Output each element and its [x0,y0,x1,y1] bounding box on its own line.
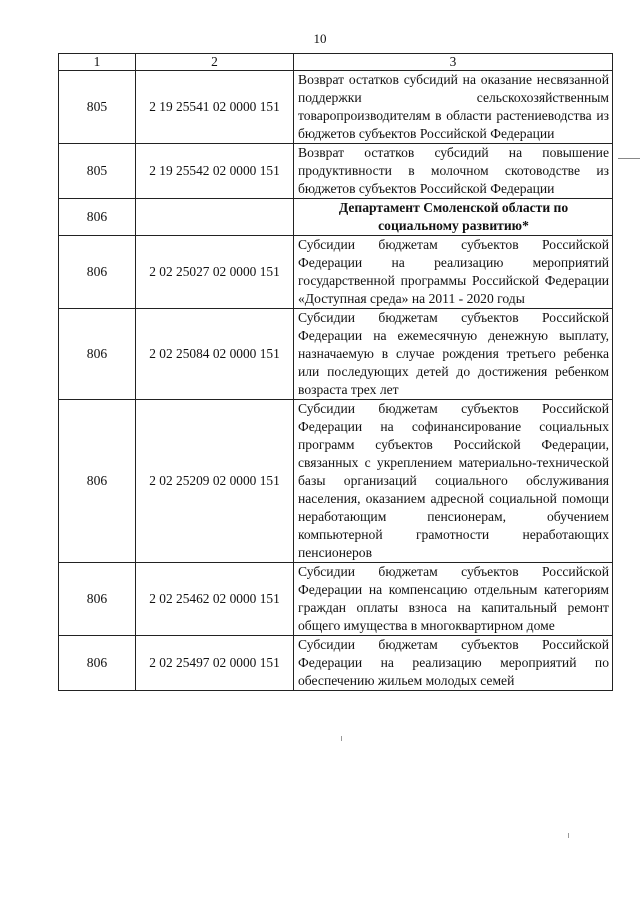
description-cell: Субсидии бюджетам субъектов Российской Федерации на реализацию мероприятий по обеспечению жильем молодых семей [294,636,613,691]
scan-speck [568,833,569,838]
table-row [59,236,613,309]
budget-code-cell: 2 02 25209 02 0000 151 [136,400,294,563]
budget-code-cell: 2 02 25497 02 0000 151 [136,636,294,691]
budget-code-table [58,53,613,691]
admin-code-cell: 806 [59,199,136,236]
budget-code-cell [136,199,294,236]
admin-code-cell: 806 [59,309,136,400]
department-heading-cell: Департамент Смоленской области по социальному развитию* [294,199,613,236]
admin-code-cell: 805 [59,71,136,144]
table-row [59,309,613,400]
admin-code-cell: 806 [59,236,136,309]
table-row [59,71,613,144]
description-cell: Субсидии бюджетам субъектов Российской Федерации на компенсацию отдельным категориям граждан оплаты взноса на капитальный ремонт общего имущества в многоквартирном доме [294,563,613,636]
budget-code-cell: 2 19 25541 02 0000 151 [136,71,294,144]
description-cell: Субсидии бюджетам субъектов Российской Федерации на софинансирование социальных программ субъектов Российской Федерации, связанных с укреплением материально-технической базы организаций социального обслуживания населения, оказанием адресной социальной помощи неработающим пенсионерам, обучением компьютерной грамотности неработающих пенсионеров [294,400,613,563]
admin-code-cell: 806 [59,563,136,636]
table-row [59,199,613,236]
header-col-2: 2 [136,54,294,71]
admin-code-cell: 806 [59,636,136,691]
scan-speck [341,736,342,741]
budget-code-cell: 2 02 25084 02 0000 151 [136,309,294,400]
table-row [59,636,613,691]
page-number: 10 [313,31,327,46]
budget-code-cell: 2 02 25027 02 0000 151 [136,236,294,309]
header-col-3: 3 [294,54,613,71]
table-row [59,400,613,563]
header-col-1: 1 [59,54,136,71]
table-header-row [59,54,613,71]
budget-code-cell: 2 02 25462 02 0000 151 [136,563,294,636]
description-cell: Субсидии бюджетам субъектов Российской Федерации на ежемесячную денежную выплату, назначаемую в случае рождения третьего ребенка или последующих детей до достижения ребенком возраста трех лет [294,309,613,400]
table-row [59,144,613,199]
table-row [59,563,613,636]
admin-code-cell: 806 [59,400,136,563]
budget-code-cell: 2 19 25542 02 0000 151 [136,144,294,199]
description-cell: Возврат остатков субсидий на оказание несвязанной поддержки сельскохозяйственным товаропроизводителям в области растениеводства из бюджетов субъектов Российской Федерации [294,71,613,144]
scan-edge-mark [618,158,640,159]
admin-code-cell: 805 [59,144,136,199]
description-cell: Возврат остатков субсидий на повышение продуктивности в молочном скотоводстве из бюджетов субъектов Российской Федерации [294,144,613,199]
description-cell: Субсидии бюджетам субъектов Российской Федерации на реализацию мероприятий государственной программы Российской Федерации «Доступная среда» на 2011 - 2020 годы [294,236,613,309]
